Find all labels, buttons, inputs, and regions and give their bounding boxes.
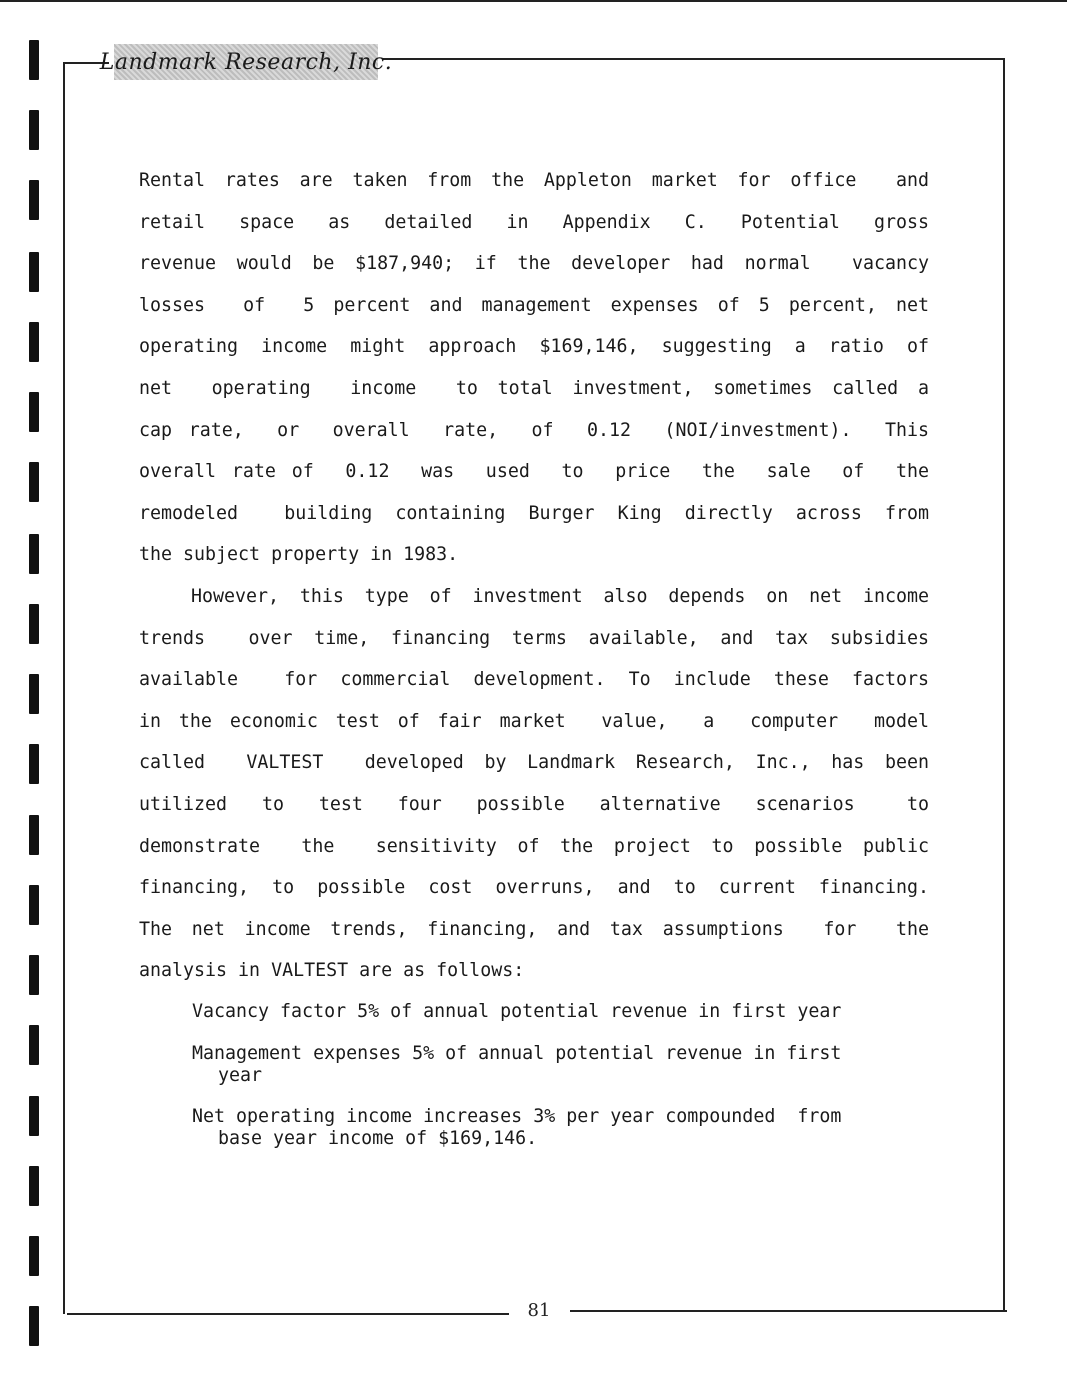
body-line: retail space as detailed in Appendix C. Potential gross bbox=[139, 211, 929, 233]
company-logo-text: Landmark Research, Inc. bbox=[99, 49, 393, 75]
body-line: trends over time, financing terms available, and tax subsidies bbox=[139, 627, 929, 649]
frame-bottom-rule-left bbox=[67, 1313, 509, 1315]
body-line: overall rate of 0.12 was used to price the sale of the bbox=[139, 461, 929, 483]
page-top-edge bbox=[0, 0, 1067, 2]
list-item-line: base year income of $169,146. bbox=[218, 1127, 538, 1149]
body-line: However, this type of investment also depends on net income bbox=[191, 585, 929, 607]
list-item-line: Vacancy factor 5% of annual potential revenue in first year bbox=[192, 1000, 842, 1022]
body-line: the subject property in 1983. bbox=[139, 544, 459, 566]
body-line: in the economic test of fair market value, a computer model bbox=[139, 710, 929, 732]
body-line: analysis in VALTEST are as follows: bbox=[139, 960, 525, 982]
body-line: remodeled building containing Burger King directly across from bbox=[139, 502, 929, 524]
list-item-line: Net operating income increases 3% per year compounded from bbox=[192, 1105, 842, 1127]
body-line: operating income might approach $169,146, suggesting a ratio of bbox=[139, 336, 929, 358]
list-item-line: Management expenses 5% of annual potential revenue in first bbox=[192, 1042, 842, 1064]
frame-left-rule bbox=[63, 62, 65, 1314]
company-logo bbox=[99, 44, 393, 80]
paragraph-investment-trends bbox=[139, 576, 929, 992]
document-body bbox=[139, 160, 929, 1150]
body-line: revenue would be $187,940; if the developer had normal vacancy bbox=[139, 253, 929, 275]
list-item bbox=[192, 1106, 929, 1150]
body-line: losses of 5 percent and management expenses of 5 percent, net bbox=[139, 294, 929, 316]
frame-top-rule-right bbox=[383, 58, 1005, 60]
frame-bottom-rule-right bbox=[570, 1310, 1007, 1312]
list-item bbox=[192, 1043, 929, 1087]
page-number: 81 bbox=[527, 1300, 551, 1321]
body-line: The net income trends, financing, and tax assumptions for the bbox=[139, 918, 929, 940]
body-line: utilized to test four possible alternative scenarios to bbox=[139, 793, 929, 815]
body-line: demonstrate the sensitivity of the project to possible public bbox=[139, 835, 929, 857]
list-item-line: year bbox=[218, 1064, 263, 1086]
body-line: net operating income to total investment, sometimes called a bbox=[139, 377, 929, 399]
assumptions-list bbox=[139, 1001, 929, 1150]
body-line: available for commercial development. To include these factors bbox=[139, 669, 929, 691]
list-item bbox=[192, 1001, 929, 1023]
body-line: called VALTEST developed by Landmark Research, Inc., has been bbox=[139, 752, 929, 774]
body-line: financing, to possible cost overruns, and to current financing. bbox=[139, 877, 929, 899]
body-line: Rental rates are taken from the Appleton market for office and bbox=[139, 170, 929, 191]
paragraph-rental-rates bbox=[139, 160, 929, 576]
body-line: cap rate, or overall rate, of 0.12 (NOI/investment). This bbox=[139, 419, 929, 441]
frame-right-rule bbox=[1003, 58, 1005, 1310]
